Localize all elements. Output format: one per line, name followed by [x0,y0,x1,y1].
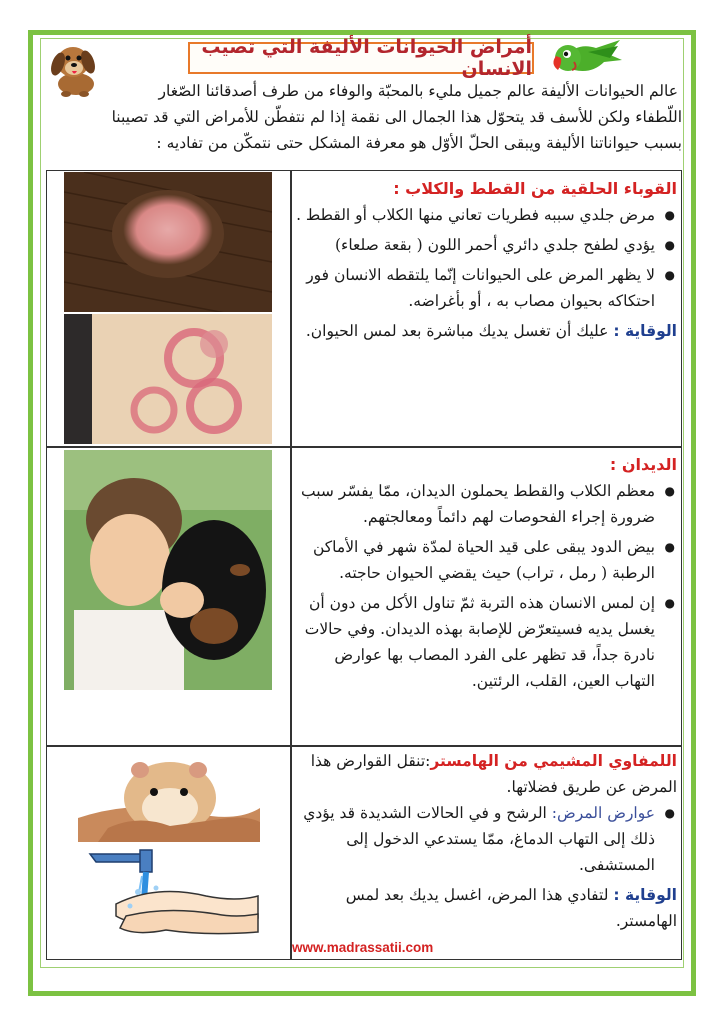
prevention-text: لتفادي هذا المرض، اغسل يديك بعد لمس الهامستر. [345,886,677,930]
table-column-divider [290,170,292,960]
ringworm-prevention [295,318,677,344]
ringworm-section [295,176,677,344]
page-title: أمراض الحيوانات الأليفة التي تصيب الانسان [201,36,532,80]
symptoms-text: الرشح و في الحالات الشديدة قد يؤدي ذلك إلى التهاب الدماغ، ممّا يستدعي الدخول إلى المستشفى. [303,804,655,874]
hand-washing-image [86,844,260,938]
list-item: ● لا يظهر المرض على الحيوانات إنّما يلتقطه الانسان فور احتكاكه بحيوان مصاب به ، أو بأغراضه. [295,262,677,314]
worms-title: الديدان : [609,455,677,474]
hamster-prevention [295,882,677,934]
table-row-divider [46,446,682,448]
worms-list [295,478,677,694]
intro-line-1: عالم الحيوانات الأليفة عالم جميل مليء بالمحبّة والوفاء من طرف أصدقائنا الصّغار [158,82,678,100]
table-row-divider [46,745,682,747]
child-with-puppy-image [64,450,272,690]
hamster-section [295,748,677,934]
intro-line-2: اللّطفاء ولكن للأسف قد يتحوّل هذا الجمال الى نقمة إذا لم نتفطّن للأمراض التي قد تصيبنا [111,108,682,126]
hamster-intro [295,748,677,800]
ringworm-skin-image [64,314,272,444]
parrot-icon [548,34,622,80]
list-item: ● يؤدي لطفح جلدي دائري أحمر اللون ( بقعة صلعاء) [295,232,677,258]
prevention-label: الوقاية : [613,322,677,340]
page-title-box [188,36,534,80]
worms-section [295,452,677,698]
prevention-label: الوقاية : [613,886,677,904]
ringworm-title: القوباء الحلقية من القطط والكلاب : [393,179,677,198]
prevention-text: عليك أن تغسل يديك مباشرة بعد لمس الحيوان. [305,322,609,340]
intro-line-3: بسبب حيواناتنا الأليفة ويبقى الحلّ الأوّل هو معرفة المشكل حتى نتمكّن من تفاديه : [156,134,682,152]
hamster-title-rest: :تنقل القوارض هذا المرض عن طريق فضلاتها. [310,752,677,796]
hamster-list [295,800,677,878]
list-item: ● معظم الكلاب والقطط يحملون الديدان، ممّا يفسّر سبب ضرورة إجراء الفحوصات لهم دائماً ومعالجتهم. [295,478,677,530]
list-item: ● إن لمس الانسان هذه التربة ثمّ تناول الأكل من دون أن يغسل يديه فسيتعرّض للإصابة بهذه الديدان. وفي حالات نادرة جداً، قد تظهر على الفرد المصاب بها عوارض التهاب العين، القلب، الرئتين. [295,590,677,694]
list-item: ● بيض الدود يبقى على قيد الحياة لمدّة شهر في الأماكن الرطبة ( رمل ، تراب) حيث يقضي الحيوان حاجته. [295,534,677,586]
ringworm-list [295,202,677,314]
ringworm-scalp-image [64,172,272,312]
list-item [295,800,677,878]
intro-paragraph [48,78,682,156]
symptoms-label: عوارض المرض: [551,804,655,822]
hamster-in-hands-image [78,748,260,842]
website-link[interactable]: www.madrassatii.com [292,940,434,955]
hamster-title: اللمفاوي المشيمي من الهامستر [430,752,677,770]
list-item: ● مرض جلدي سببه فطريات تعاني منها الكلاب أو القطط . [295,202,677,228]
